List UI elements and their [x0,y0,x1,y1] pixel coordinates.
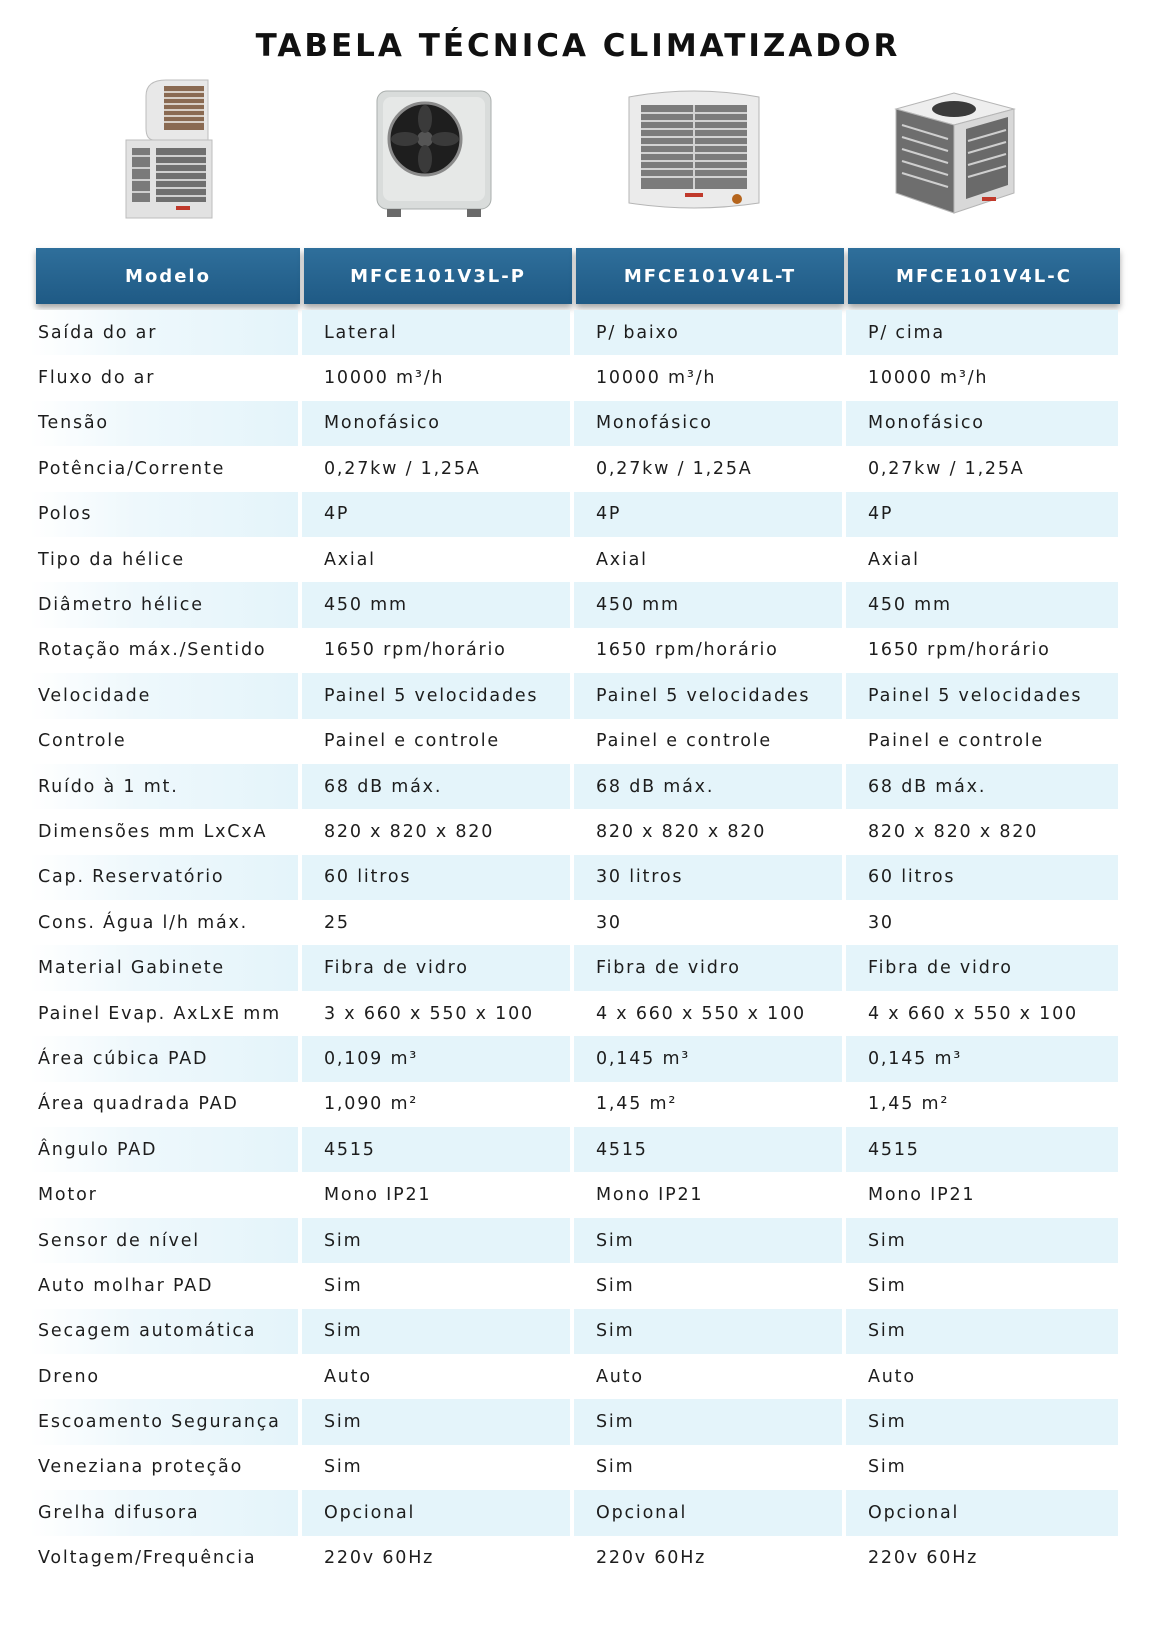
table-row [30,582,1124,627]
row-label: Ruído à 1 mt. [30,764,298,809]
table-row [30,628,1124,673]
row-value-model-3: Sim [868,1275,907,1296]
header-model-label: Modelo [36,248,300,304]
row-label: Escoamento Segurança [30,1399,298,1444]
table-row [30,310,1124,355]
row-label: Auto molhar PAD [38,1275,214,1296]
row-value-model-2: Sim [574,1309,842,1354]
row-value-model-1: Sim [324,1275,363,1296]
table-row [30,809,1124,854]
row-value-model-1: Opcional [302,1490,570,1535]
row-label: Grelha difusora [30,1490,298,1535]
row-value-model-3: 0,145 m³ [846,1036,1118,1081]
header-model-1: MFCE101V3L-P [304,248,572,304]
row-value-model-2: 0,145 m³ [574,1036,842,1081]
row-value-model-1: 4P [302,492,570,537]
row-label: Rotação máx./Sentido [38,640,267,661]
row-value-model-2: Painel 5 velocidades [574,673,842,718]
row-label: Diâmetro hélice [30,582,298,627]
row-label: Controle [38,731,127,752]
row-value-model-2: Monofásico [574,401,842,446]
row-value-model-1: 60 litros [302,855,570,900]
table-row [30,1218,1124,1263]
row-value-model-3: 60 litros [846,855,1118,900]
row-value-model-3: P/ cima [846,310,1118,355]
row-value-model-1: Lateral [302,310,570,355]
table-row [30,401,1124,446]
spec-table [30,310,1124,1581]
row-value-model-1: Sim [302,1309,570,1354]
row-value-model-2: 4 x 660 x 550 x 100 [596,1003,806,1024]
row-value-model-1: 450 mm [302,582,570,627]
row-label: Área quadrada PAD [38,1094,239,1115]
row-value-model-2: Painel e controle [596,731,772,752]
row-value-model-3: 30 [868,912,894,933]
table-row [30,1445,1124,1490]
row-value-model-1: 25 [324,912,350,933]
row-label: Fluxo do ar [38,368,156,389]
row-value-model-1: Mono IP21 [324,1185,432,1206]
table-row [30,764,1124,809]
row-value-model-3: 68 dB máx. [846,764,1118,809]
row-value-model-3: Painel e controle [868,731,1044,752]
down-discharge-cooler-icon [614,78,774,228]
row-value-model-1: 820 x 820 x 820 [324,821,495,842]
row-value-model-3: 220v 60Hz [868,1548,979,1569]
row-value-model-2: Sim [574,1218,842,1263]
row-value-model-2: 68 dB máx. [574,764,842,809]
row-label: Ângulo PAD [30,1127,298,1172]
row-value-model-2: Fibra de vidro [574,945,842,990]
table-row [30,492,1124,537]
row-value-model-2: 0,27kw / 1,25A [596,458,753,479]
table-row [30,945,1124,990]
row-value-model-1: 1,090 m² [324,1094,419,1115]
row-value-model-1: Painel e controle [324,731,500,752]
table-row [30,1536,1124,1581]
row-value-model-1: Sim [302,1399,570,1444]
row-value-model-2: P/ baixo [574,310,842,355]
row-value-model-2: 1,45 m² [596,1094,678,1115]
row-value-model-1: 3 x 660 x 550 x 100 [324,1003,534,1024]
row-value-model-3: Sim [846,1309,1118,1354]
row-value-model-1: 220v 60Hz [324,1548,435,1569]
row-value-model-3: 1,45 m² [868,1094,950,1115]
row-value-model-3: Sim [868,1457,907,1478]
product-images [36,78,1120,228]
header-model-2: MFCE101V4L-T [576,248,844,304]
header-model-3: MFCE101V4L-C [848,248,1120,304]
row-value-model-3: Auto [868,1366,916,1387]
row-label: Veneziana proteção [38,1457,244,1478]
row-label: Cap. Reservatório [30,855,298,900]
row-value-model-1: 1650 rpm/horário [324,640,507,661]
table-row [30,1309,1124,1354]
table-row [30,1399,1124,1444]
row-label: Cons. Água l/h máx. [38,912,249,933]
row-value-model-3: 0,27kw / 1,25A [868,458,1025,479]
side-discharge-cooler-icon [96,78,246,228]
row-value-model-3: Axial [868,549,920,570]
table-row [30,1354,1124,1399]
row-value-model-1: Sim [324,1457,363,1478]
row-label: Sensor de nível [30,1218,298,1263]
row-value-model-2: 30 litros [574,855,842,900]
row-value-model-1: Fibra de vidro [302,945,570,990]
row-label: Painel Evap. AxLxE mm [38,1003,281,1024]
row-value-model-1: 0,27kw / 1,25A [324,458,481,479]
row-label: Saída do ar [30,310,298,355]
row-value-model-3: 450 mm [846,582,1118,627]
row-label: Motor [38,1185,98,1206]
row-label: Área cúbica PAD [30,1036,298,1081]
row-value-model-3: 10000 m³/h [868,368,989,389]
row-value-model-2: 220v 60Hz [596,1548,707,1569]
row-value-model-2: Opcional [574,1490,842,1535]
table-row [30,537,1124,582]
row-value-model-2: 30 [596,912,622,933]
row-label: Dimensões mm LxCxA [38,821,268,842]
row-value-model-3: Mono IP21 [868,1185,976,1206]
row-value-model-2: Auto [596,1366,644,1387]
row-label: Material Gabinete [30,945,298,990]
table-row [30,900,1124,945]
table-row [30,1082,1124,1127]
row-value-model-3: 820 x 820 x 820 [868,821,1039,842]
row-value-model-1: 68 dB máx. [302,764,570,809]
row-value-model-3: 4P [846,492,1118,537]
row-value-model-1: Sim [302,1218,570,1263]
row-value-model-2: Sim [596,1457,635,1478]
row-value-model-3: Painel 5 velocidades [846,673,1118,718]
row-value-model-2: 4P [574,492,842,537]
top-discharge-cooler-icon [874,78,1034,228]
table-row [30,991,1124,1036]
row-value-model-2: Mono IP21 [596,1185,704,1206]
row-value-model-2: Axial [596,549,648,570]
row-value-model-1: Painel 5 velocidades [302,673,570,718]
row-value-model-1: Axial [324,549,376,570]
row-value-model-2: 450 mm [574,582,842,627]
row-value-model-3: 4515 [846,1127,1118,1172]
row-value-model-3: Sim [846,1218,1118,1263]
row-value-model-3: Sim [846,1399,1118,1444]
row-value-model-2: 10000 m³/h [596,368,717,389]
row-value-model-1: 4515 [302,1127,570,1172]
table-row [30,855,1124,900]
row-value-model-1: Monofásico [302,401,570,446]
row-label: Tipo da hélice [38,549,185,570]
table-row [30,355,1124,400]
table-row [30,719,1124,764]
table-row [30,1036,1124,1081]
table-row [30,1263,1124,1308]
row-label: Potência/Corrente [38,458,226,479]
row-label: Velocidade [30,673,298,718]
row-value-model-2: 1650 rpm/horário [596,640,779,661]
table-header [36,248,1120,304]
table-row [30,1127,1124,1172]
row-label: Dreno [38,1366,100,1387]
page-title: TABELA TÉCNICA CLIMATIZADOR [255,28,901,64]
row-value-model-3: 1650 rpm/horário [868,640,1051,661]
row-value-model-2: 820 x 820 x 820 [596,821,767,842]
row-value-model-2: Sim [596,1275,635,1296]
table-row [30,1172,1124,1217]
row-value-model-1: 10000 m³/h [324,368,445,389]
fan-front-cooler-icon [354,78,514,228]
table-row [30,673,1124,718]
row-label: Voltagem/Frequência [38,1548,257,1569]
row-value-model-2: 4515 [574,1127,842,1172]
row-value-model-3: Fibra de vidro [846,945,1118,990]
row-value-model-3: Monofásico [846,401,1118,446]
row-value-model-1: Auto [324,1366,372,1387]
row-value-model-3: 4 x 660 x 550 x 100 [868,1003,1078,1024]
row-value-model-2: Sim [574,1399,842,1444]
row-value-model-1: 0,109 m³ [302,1036,570,1081]
row-label: Tensão [30,401,298,446]
row-label: Secagem automática [30,1309,298,1354]
table-row [30,446,1124,491]
table-row [30,1490,1124,1535]
row-label: Polos [30,492,298,537]
row-value-model-3: Opcional [846,1490,1118,1535]
